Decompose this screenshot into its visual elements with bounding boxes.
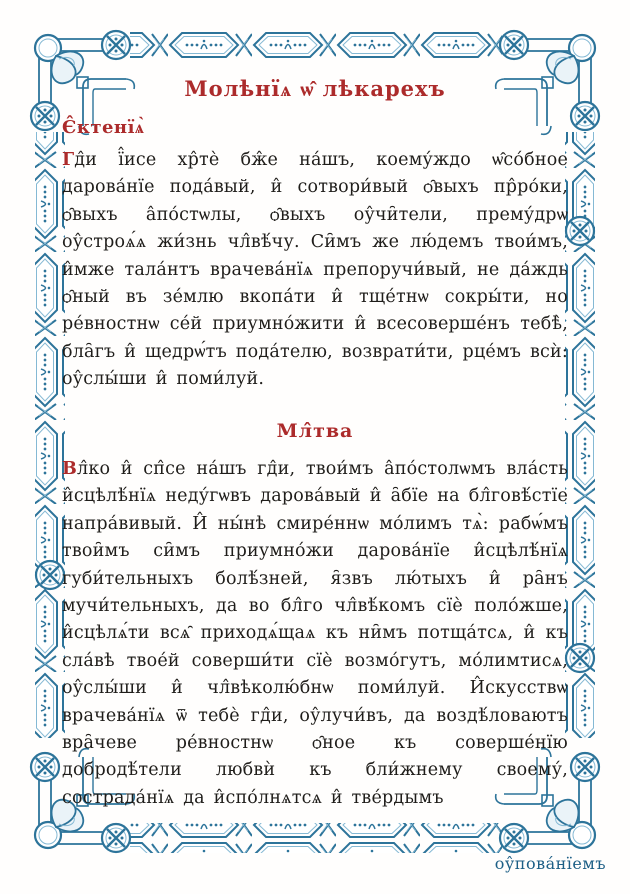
border-top-chain xyxy=(130,30,502,60)
litany-paragraph xyxy=(62,147,568,394)
drop-cap-initial: В xyxy=(62,459,77,479)
catchword: оу̂пова́нїемъ xyxy=(494,854,606,873)
page-title: Молѣнїѧ ѡ̂ лѣкарехъ xyxy=(184,76,446,101)
crossed-circle-medallion xyxy=(566,644,594,672)
border-bottom-chain xyxy=(130,823,502,853)
section-heading-prayer: Мл̂тва xyxy=(276,420,354,442)
litany-text: д̂и ї̂исе хр̂тѐ бж̂е на́шъ, коему́ждо ѡ̂со́бное дарова́нїе пода́вый, и̂ сотвори́вый ѻ̑выхъ пр̂ро́ки, ѻ̑выхъ а̂по́стѡлы, ѻ̑выхъ оу̂чи̑тели, прему́дрѡ оу̂строѧ́ѧ жи́знь чл̂вѣ́чу. Си̑мъ же лю́демъ твои́мъ, и̂мже тала́нтъ врачева́нїѧ препоручи́вый, не да́ждь ѻ̑ный въ зе́млю вкопа́ти и̂ тще́тнѡ сокры́ти, но ре́вностнѡ се́й приумно́жити и̂ всесоверше́нъ тебѣ̀, бла̑гъ и̂ щедрѡ́тъ пода́телю, возврати́ти, рце́мъ всѝ: оу̂слы́ши и̂ поми́луй. xyxy=(62,150,568,390)
prayer-paragraph xyxy=(62,456,568,812)
border-left-chain xyxy=(35,132,65,738)
prayer-text: л̂ко и̂ сп̂се на́шъ гд̂и, твои́мъ а̂по́столѡмъ вла́сть и̂сцѣлѣ́нїѧ неду́гѡвъ дарова́вый и̂ а̑бїе на бл̂говѣ́стїе напра́вивый. И̂ ны́нѣ смире́ннѡ мо́лимъ тѧ̀: рабѡ́мъ твои̑мъ си̑мъ приумно́жи дарова́нїе и̂сцѣлѣ́нїѧ губи́тельныхъ болѣ́зней, я̑звъ лю́тыхъ и̂ ра̑нъ мучи́тельныхъ, да во бл̂го чл̂вѣ́комъ сїѐ поло́жше, и̂сцѣлѧ́ти всѧ̑ приходѧ́щаѧ къ ни̑мъ потща́тсѧ, и̂ къ сла́вѣ твое́й соверши́ти сїѐ возмо́гутъ, мо́лимтисѧ, оу̂слы́ши и̂ чл̂вѣколю́бнѡ поми́луй. И̂скусствѡ врачева́нїѧ ѿ тебѐ гд̂и, оу̂лучи́въ, да воздѣ́ловаютъ вра̑чеве ре́вностнѡ ѻ̑ное къ соверше́нїю добродѣ́тели любвѝ къ бли́жнему своему́, сострада́нїѧ да и̂спо́лнѧтсѧ и̂ тве́рдымъ xyxy=(62,459,568,808)
section-heading-litany: Є̂ктенїѧ̀ xyxy=(62,117,145,138)
crossed-circle-medallion xyxy=(36,561,64,589)
crossed-circle-medallion xyxy=(566,217,594,245)
drop-cap-initial: Г xyxy=(62,150,75,170)
